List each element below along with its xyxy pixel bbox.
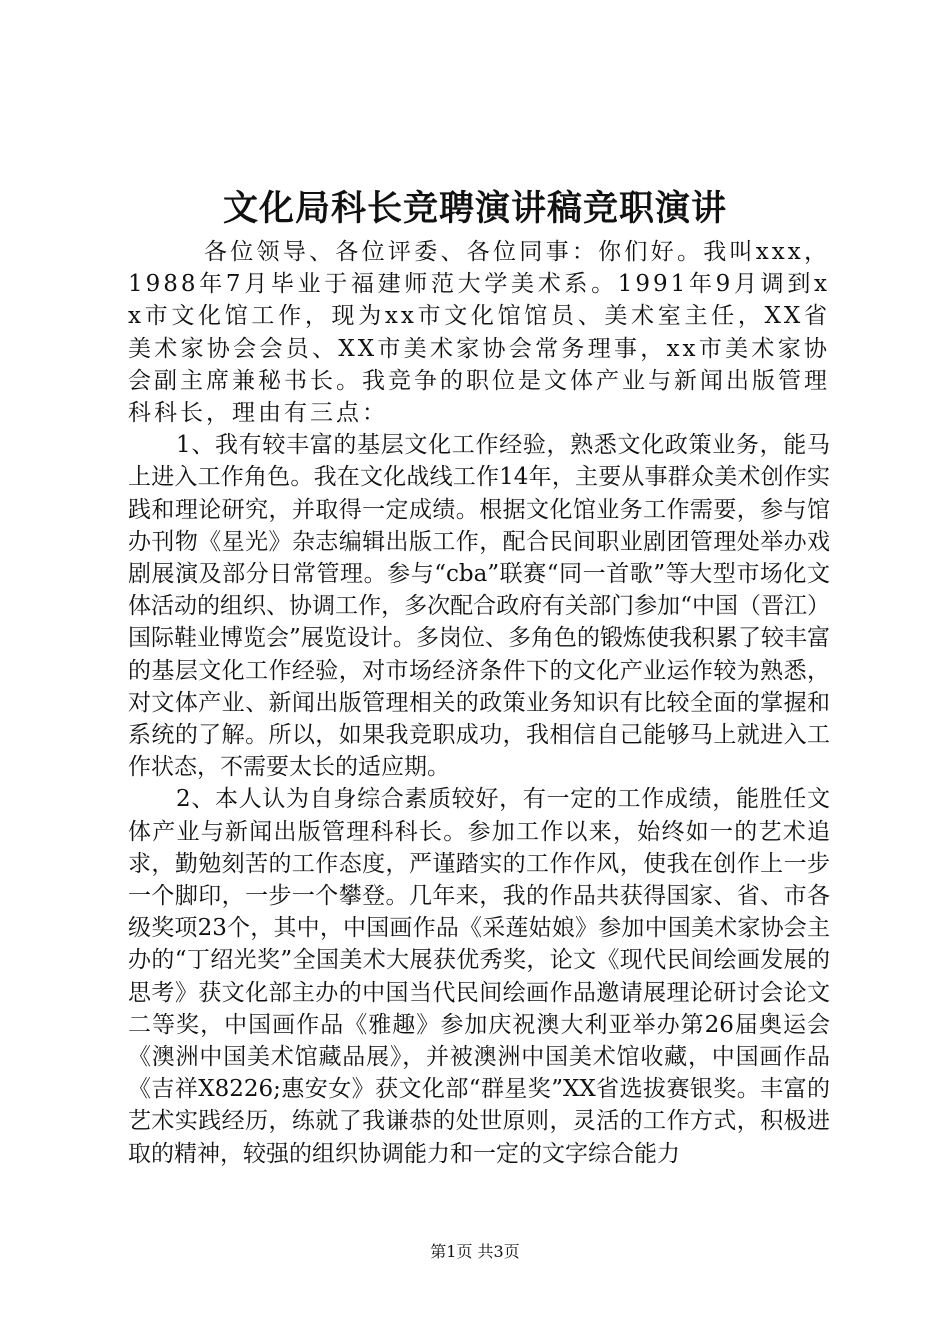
document-title: 文化局科长竞聘演讲稿竞职演讲 (222, 188, 727, 229)
paragraph-reason-1: 1、我有较丰富的基层文化工作经验，熟悉文化政策业务，能马上进入工作角色。我在文化战线工作14年，主要从事群众美术创作实践和理论研究，并取得一定成绩。根据文化馆业务工作需要，参与馆办刊物《星光》杂志编辑出版工作，配合民间职业剧团管理处举办戏剧展演及部分日常管理。参与“cba”联赛“同一首歌”等大型市场化文体活动的组织、协调工作，多次配合政府有关部门参加“中国（晋江）国际鞋业博览会”展览设计。多岗位、多角色的锻炼使我积累了较丰富的基层文化工作经验，对市场经济条件下的文化产业运作较为熟悉，对文体产业、新闻出版管理相关的政策业务知识有比较全面的掌握和系统的了解。所以，如果我竞职成功，我相信自己能够马上就进入工作状态，不需要太长的适应期。 (128, 432, 830, 781)
document-body (128, 236, 830, 1170)
paragraph-reason-2: 2、本人认为自身综合素质较好，有一定的工作成绩，能胜任文体产业与新闻出版管理科科长。参加工作以来，始终如一的艺术追求，勤勉刻苦的工作态度，严谨踏实的工作作风，使我在创作上一步一个脚印，一步一个攀登。几年来，我的作品共获得国家、省、市各级奖项23个，其中，中国画作品《采莲姑娘》参加中国美术家协会主办的“丁绍光奖”全国美术大展获优秀奖，论文《现代民间绘画发展的思考》获文化部主办的中国当代民间绘画作品邀请展理论研讨会论文二等奖，中国画作品《雅趣》参加庆祝澳大利亚举办第26届奥运会《澳洲中国美术馆藏品展》，并被澳洲中国美术馆收藏，中国画作品《吉祥X8226;惠安女》获文化部“群星奖”XX省选拔赛银奖。丰富的艺术实践经历，练就了我谦恭的处世原则，灵活的工作方式，积极进取的精神，较强的组织协调能力和一定的文字综合能力 (128, 786, 830, 1167)
paragraph-intro: 各位领导、各位评委、各位同事：你们好。我叫xxx，1988年7月毕业于福建师范大学美术系。1991年9月调到xx市文化馆工作，现为xx市文化馆馆员、美术室主任，XX省美术家协会会员、XX市美术家协会常务理事，xx市美术家协会副主席兼秘书长。我竞争的职位是文体产业与新闻出版管理科科长，理由有三点： (128, 239, 830, 427)
page-number-footer: 第1页 共3页 (430, 1242, 520, 1261)
